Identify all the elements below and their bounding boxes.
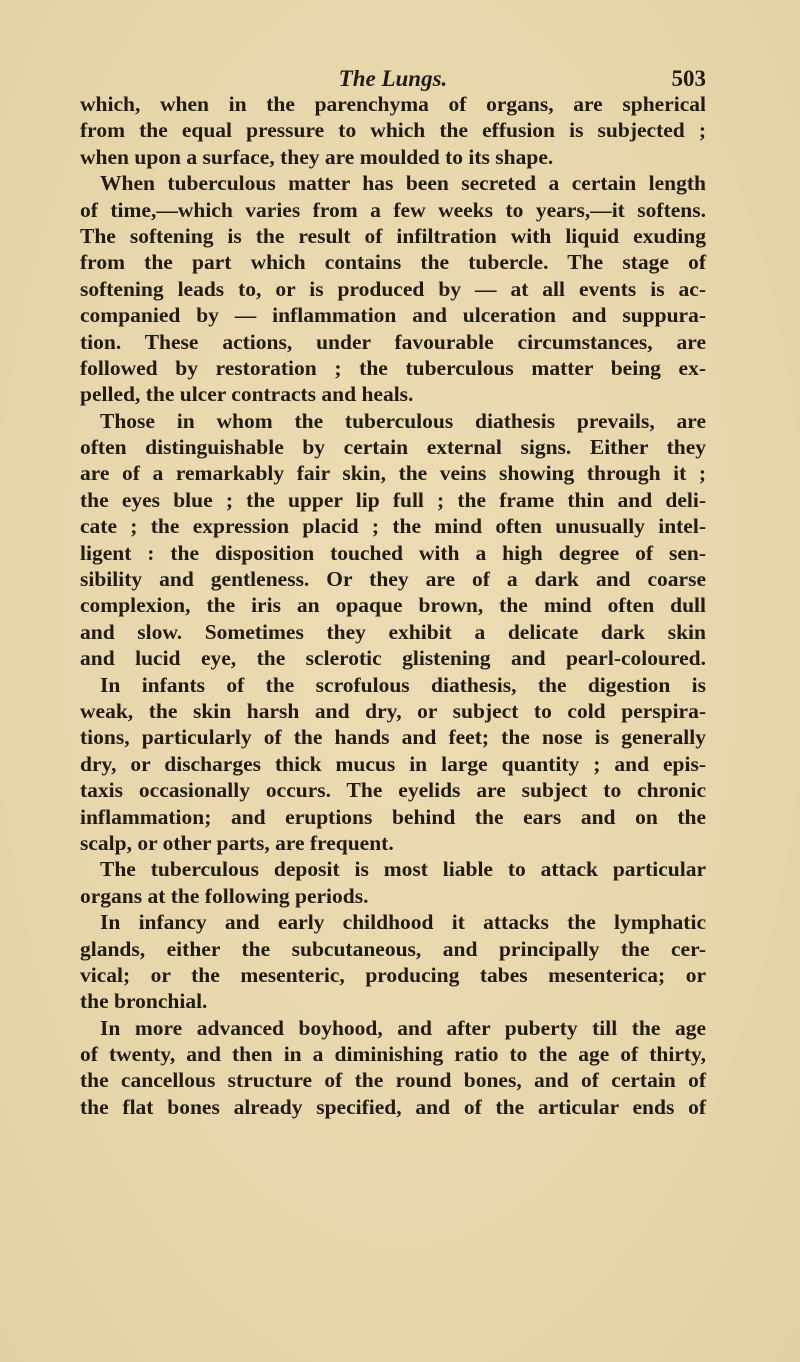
text-line: The softening is the result of infiltration with liquid exuding: [80, 223, 706, 248]
paragraph: [80, 856, 706, 909]
text-line: In infants of the scrofulous diathesis, the digestion is: [100, 672, 706, 697]
paragraph: [80, 170, 706, 408]
page-number: 503: [671, 66, 706, 91]
text-line: scalp, or other parts, are frequent.: [80, 830, 394, 855]
text-line: the bronchial.: [80, 989, 208, 1014]
text-line: companied by — inflammation and ulceration and suppura-: [80, 303, 706, 328]
text-line: inflammation; and eruptions behind the ears and on the: [80, 804, 706, 829]
text-line: from the equal pressure to which the effusion is subjected ;: [80, 118, 706, 143]
page-body: [80, 91, 706, 1120]
paragraph: [80, 91, 706, 170]
text-line: the flat bones already specified, and of the articular ends of: [80, 1094, 706, 1119]
text-line: followed by restoration ; the tuberculous matter being ex-: [80, 355, 706, 380]
text-line: organs at the following periods.: [80, 883, 369, 908]
text-line: the eyes blue ; the upper lip full ; the frame thin and deli-: [80, 487, 706, 512]
text-line: often distinguishable by certain external signs. Either they: [80, 435, 706, 460]
text-line: of time,—which varies from a few weeks to years,—it softens.: [80, 197, 706, 222]
text-line: taxis occasionally occurs. The eyelids are subject to chronic: [80, 778, 706, 803]
text-line: In more advanced boyhood, and after puberty till the age: [100, 1015, 706, 1040]
running-title: The Lungs.: [338, 66, 448, 91]
text-line: tion. These actions, under favourable circumstances, are: [80, 329, 706, 354]
text-line: In infancy and early childhood it attacks the lymphatic: [100, 910, 706, 935]
text-line: which, when in the parenchyma of organs, are spherical: [80, 92, 706, 116]
paragraph: [80, 408, 706, 672]
text-line: tions, particularly of the hands and feet; the nose is generally: [80, 725, 706, 750]
text-line: softening leads to, or is produced by — at all events is ac-: [80, 276, 706, 301]
text-line: sibility and gentleness. Or they are of a dark and coarse: [80, 567, 706, 592]
text-line: and lucid eye, the sclerotic glistening and pearl-coloured.: [80, 646, 706, 671]
text-line: of twenty, and then in a diminishing ratio to the age of thirty,: [80, 1042, 706, 1067]
paragraph: [80, 909, 706, 1015]
text-line: vical; or the mesenteric, producing tabes mesenterica; or: [80, 962, 706, 987]
text-line: pelled, the ulcer contracts and heals.: [80, 382, 414, 407]
text-line: the cancellous structure of the round bones, and of certain of: [80, 1068, 706, 1093]
text-line: When tuberculous matter has been secreted a certain length: [100, 171, 706, 196]
text-line: Those in whom the tuberculous diathesis prevails, are: [100, 408, 706, 433]
text-line: are of a remarkably fair skin, the veins showing through it ;: [80, 461, 706, 486]
text-line: from the part which contains the tubercle. The stage of: [80, 250, 706, 275]
text-line: weak, the skin harsh and dry, or subject to cold perspira-: [80, 698, 706, 723]
text-line: dry, or discharges thick mucus in large quantity ; and epis-: [80, 751, 706, 776]
text-line: ligent : the disposition touched with a high degree of sen-: [80, 540, 706, 565]
page-header: [80, 66, 706, 94]
text-line: when upon a surface, they are moulded to its shape.: [80, 144, 554, 169]
text-line: glands, either the subcutaneous, and principally the cer-: [80, 936, 706, 961]
text-line: complexion, the iris an opaque brown, the mind often dull: [80, 593, 706, 618]
paragraph: [80, 672, 706, 857]
text-line: cate ; the expression placid ; the mind often unusually intel-: [80, 514, 706, 539]
text-line: The tuberculous deposit is most liable to attack particular: [100, 857, 706, 882]
text-line: and slow. Sometimes they exhibit a delicate dark skin: [80, 619, 706, 644]
paragraph: [80, 1015, 706, 1121]
